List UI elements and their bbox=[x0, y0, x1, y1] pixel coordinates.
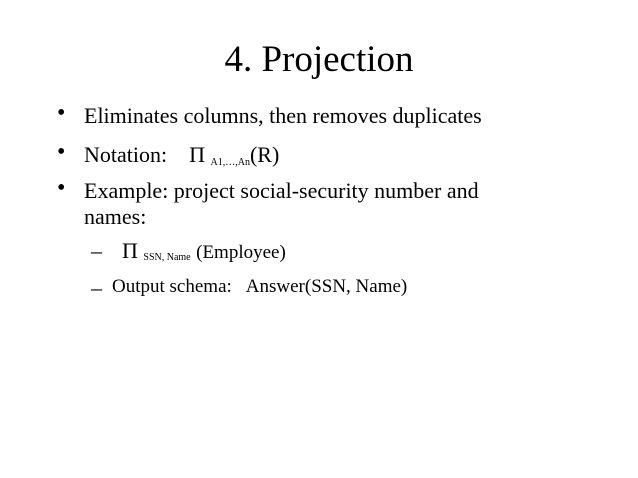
output-schema-value: Answer(SSN, Name) bbox=[245, 276, 408, 297]
bullet-marker: • bbox=[57, 100, 66, 126]
subitem-marker: – bbox=[91, 275, 102, 300]
bullet-notation bbox=[84, 142, 279, 173]
bullet-marker: • bbox=[57, 175, 66, 201]
projection-argument: (Employee) bbox=[196, 242, 286, 263]
subitem-output-schema bbox=[112, 275, 407, 299]
subitem-projection bbox=[122, 238, 286, 269]
bullet-text-eliminates: Eliminates columns, then removes duplicates bbox=[84, 103, 482, 128]
bullet-example-line1: Example: project social-security number and bbox=[84, 178, 479, 203]
notation-label: Notation: bbox=[84, 142, 168, 167]
projection-symbol: Π bbox=[122, 238, 138, 263]
notation-argument: (R) bbox=[249, 142, 280, 167]
projection-symbol: Π bbox=[189, 142, 205, 167]
projection-subscript: SSN, Name bbox=[143, 252, 191, 263]
slide-title: 4. Projection bbox=[224, 39, 414, 80]
notation-subscript: A1,…,An bbox=[210, 157, 250, 168]
bullet-marker: • bbox=[57, 139, 66, 165]
subitem-marker: – bbox=[91, 238, 102, 263]
output-schema-label: Output schema: bbox=[112, 276, 232, 297]
bullet-example-line2: names: bbox=[84, 204, 147, 229]
